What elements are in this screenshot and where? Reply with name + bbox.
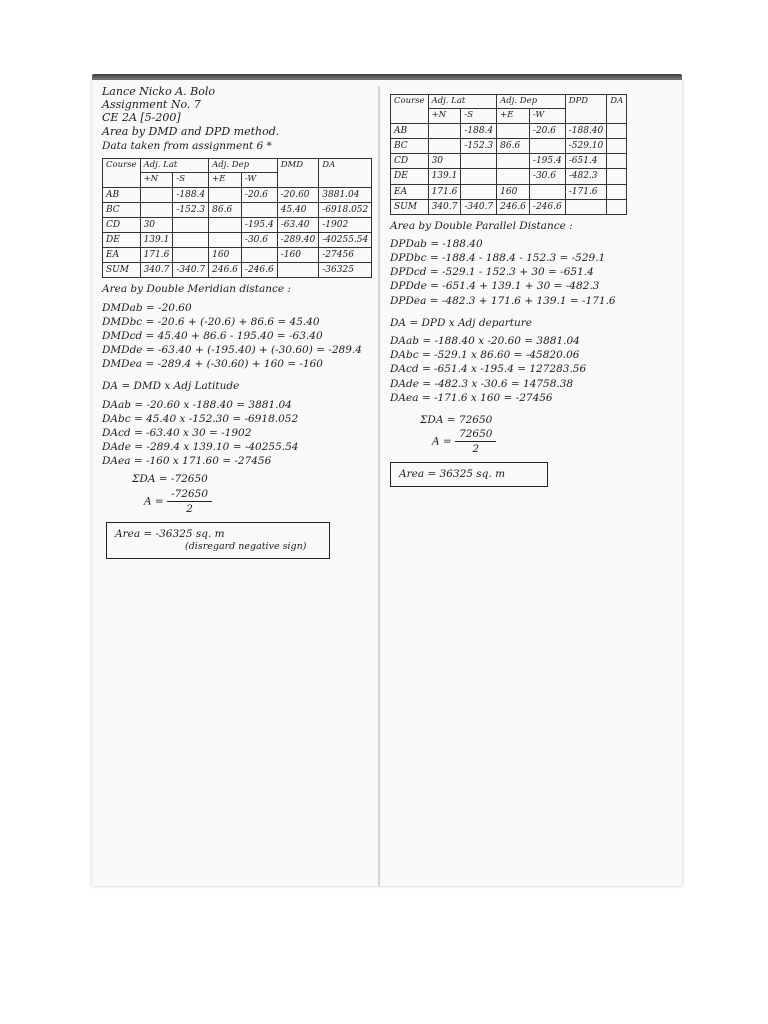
table-head: DPD bbox=[565, 95, 607, 124]
da-formula: DA = DPD x Adj departure bbox=[390, 316, 533, 329]
table-head: Adj. Lat bbox=[140, 158, 209, 172]
table-cell bbox=[607, 154, 627, 169]
table-cell: EA bbox=[103, 248, 141, 263]
table-row bbox=[391, 139, 627, 154]
area-result: Area = 36325 sq. m bbox=[399, 468, 506, 481]
da-formula: DA = DMD x Adj Latitude bbox=[102, 380, 240, 393]
table-head: Adj. Dep bbox=[497, 95, 566, 109]
left-title: Area by DMD and DPD method. bbox=[102, 124, 280, 138]
table-cell: -20.60 bbox=[277, 187, 319, 202]
student-name: Lance Nicko A. Bolo bbox=[102, 85, 215, 98]
table-cell: -289.40 bbox=[277, 232, 319, 247]
da-line: DAde = -482.3 x -30.6 = 14758.38 bbox=[390, 377, 574, 390]
table-cell bbox=[277, 263, 319, 278]
table-cell bbox=[241, 248, 277, 263]
dpd-line: DPDcd = -529.1 - 152.3 + 30 = -651.4 bbox=[390, 266, 594, 279]
table-cell bbox=[173, 232, 209, 247]
table-cell bbox=[529, 139, 565, 154]
dpd-line: DPDab = -188.40 bbox=[390, 237, 483, 250]
table-cell bbox=[461, 184, 497, 199]
area-label: A = bbox=[432, 435, 452, 448]
table-cell: -246.6 bbox=[241, 263, 277, 278]
da-line: DAea = -171.6 x 160 = -27456 bbox=[390, 391, 553, 404]
sum-da: ΣDA = -72650 bbox=[132, 473, 208, 486]
table-cell: -30.6 bbox=[529, 169, 565, 184]
dmd-line: DMDab = -20.60 bbox=[102, 301, 192, 314]
table-cell: CD bbox=[103, 217, 141, 232]
table-cell: -340.7 bbox=[173, 263, 209, 278]
table-subhead: +E bbox=[209, 173, 242, 187]
table-cell: DE bbox=[391, 169, 429, 184]
table-subhead: -W bbox=[241, 173, 277, 187]
course-section: CE 2A [5-200] bbox=[102, 111, 181, 125]
table-cell bbox=[209, 217, 242, 232]
da-line: DAab = -188.40 x -20.60 = 3881.04 bbox=[390, 334, 580, 347]
table-cell bbox=[173, 217, 209, 232]
fraction-numerator: 72650 bbox=[455, 427, 496, 442]
table-row bbox=[391, 199, 627, 214]
table-cell: 171.6 bbox=[140, 248, 173, 263]
table-cell: -1902 bbox=[319, 217, 372, 232]
table-cell: 171.6 bbox=[428, 184, 461, 199]
table-row bbox=[391, 184, 627, 199]
table-row bbox=[103, 202, 372, 217]
table-cell: CD bbox=[391, 154, 429, 169]
table-row bbox=[103, 187, 372, 202]
da-line: DAbc = 45.40 x -152.30 = -6918.052 bbox=[102, 412, 299, 425]
area-fraction bbox=[102, 487, 374, 516]
assignment-number: Assignment No. 7 bbox=[102, 98, 201, 112]
table-cell: 45.40 bbox=[277, 202, 319, 217]
table-cell: AB bbox=[391, 123, 429, 138]
left-column bbox=[102, 85, 374, 559]
table-cell: 340.7 bbox=[428, 199, 461, 214]
table-head: DA bbox=[607, 95, 627, 124]
table-cell: DE bbox=[103, 232, 141, 247]
table-cell: 246.6 bbox=[497, 199, 530, 214]
table-cell: -195.4 bbox=[241, 217, 277, 232]
table-cell: -30.6 bbox=[241, 232, 277, 247]
table-cell: 340.7 bbox=[140, 263, 173, 278]
dmd-line: DMDde = -63.40 + (-195.40) + (-30.60) = -289.4 bbox=[102, 344, 362, 357]
table-cell: -188.40 bbox=[565, 123, 607, 138]
dmd-line: DMDcd = 45.40 + 86.6 - 195.40 = -63.40 bbox=[102, 329, 323, 342]
table-subhead: +E bbox=[497, 109, 530, 123]
table-head: Adj. Dep bbox=[209, 158, 278, 172]
table-cell bbox=[428, 123, 461, 138]
table-cell: AB bbox=[103, 187, 141, 202]
table-cell: -529.10 bbox=[565, 139, 607, 154]
result-box bbox=[106, 522, 330, 559]
table-cell: BC bbox=[103, 202, 141, 217]
dmd-line: DMDea = -289.4 + (-30.60) + 160 = -160 bbox=[102, 358, 323, 371]
table-cell bbox=[173, 248, 209, 263]
result-box bbox=[390, 462, 548, 486]
table-cell: 86.6 bbox=[209, 202, 242, 217]
dmd-table bbox=[102, 158, 372, 279]
table-cell bbox=[497, 169, 530, 184]
table-cell bbox=[461, 169, 497, 184]
table-cell: SUM bbox=[391, 199, 429, 214]
table-subhead: +N bbox=[428, 109, 461, 123]
table-head: DMD bbox=[277, 158, 319, 187]
table-cell: -340.7 bbox=[461, 199, 497, 214]
da-line: DAcd = -63.40 x 30 = -1902 bbox=[102, 426, 252, 439]
dpd-section-title: Area by Double Parallel Distance : bbox=[390, 219, 573, 232]
table-cell: -195.4 bbox=[529, 154, 565, 169]
table-cell bbox=[607, 123, 627, 138]
table-cell: -152.3 bbox=[461, 139, 497, 154]
table-cell: 86.6 bbox=[497, 139, 530, 154]
table-cell: -152.3 bbox=[173, 202, 209, 217]
table-cell: 246.6 bbox=[209, 263, 242, 278]
area-label: A = bbox=[144, 495, 164, 508]
da-line: DAcd = -651.4 x -195.4 = 127283.56 bbox=[390, 363, 587, 376]
table-cell bbox=[565, 199, 607, 214]
table-cell: -40255.54 bbox=[319, 232, 372, 247]
table-cell bbox=[607, 184, 627, 199]
result-note: (disregard negative sign) bbox=[185, 541, 307, 553]
table-cell: 160 bbox=[497, 184, 530, 199]
area-fraction bbox=[390, 427, 672, 456]
table-cell bbox=[497, 154, 530, 169]
table-subhead: -S bbox=[173, 173, 209, 187]
table-row bbox=[391, 154, 627, 169]
table-row bbox=[103, 263, 372, 278]
table-cell bbox=[428, 139, 461, 154]
table-row bbox=[103, 248, 372, 263]
dpd-line: DPDbc = -188.4 - 188.4 - 152.3 = -529.1 bbox=[390, 252, 606, 265]
dpd-line: DPDea = -482.3 + 171.6 + 139.1 = -171.6 bbox=[390, 294, 616, 307]
fraction bbox=[167, 487, 212, 516]
table-cell bbox=[607, 169, 627, 184]
page-fold-line bbox=[378, 86, 380, 886]
table-cell: -188.4 bbox=[461, 123, 497, 138]
table-cell bbox=[607, 139, 627, 154]
table-cell: -171.6 bbox=[565, 184, 607, 199]
table-row bbox=[103, 232, 372, 247]
fraction-denominator: 2 bbox=[472, 443, 480, 456]
table-cell: 139.1 bbox=[428, 169, 461, 184]
left-subtitle: Data taken from assignment 6 * bbox=[102, 140, 272, 153]
table-cell bbox=[241, 202, 277, 217]
table-subhead: +N bbox=[140, 173, 173, 187]
table-head: DA bbox=[319, 158, 372, 187]
table-row bbox=[103, 217, 372, 232]
table-cell: EA bbox=[391, 184, 429, 199]
table-subhead: -W bbox=[529, 109, 565, 123]
table-cell bbox=[607, 199, 627, 214]
table-cell: 30 bbox=[140, 217, 173, 232]
table-cell bbox=[209, 232, 242, 247]
da-line: DAab = -20.60 x -188.40 = 3881.04 bbox=[102, 398, 292, 411]
right-column bbox=[390, 90, 672, 487]
table-head: Course bbox=[391, 95, 429, 124]
table-cell: -20.6 bbox=[529, 123, 565, 138]
dmd-line: DMDbc = -20.6 + (-20.6) + 86.6 = 45.40 bbox=[102, 315, 320, 328]
table-cell: 3881.04 bbox=[319, 187, 372, 202]
dpd-line: DPDde = -651.4 + 139.1 + 30 = -482.3 bbox=[390, 280, 600, 293]
table-cell: -27456 bbox=[319, 248, 372, 263]
table-cell: -246.6 bbox=[529, 199, 565, 214]
da-line: DAea = -160 x 171.60 = -27456 bbox=[102, 455, 272, 468]
table-cell bbox=[529, 184, 565, 199]
fraction-denominator: 2 bbox=[186, 502, 193, 515]
dpd-table bbox=[390, 94, 627, 215]
table-cell: -36325 bbox=[319, 263, 372, 278]
table-cell bbox=[209, 187, 242, 202]
table-cell bbox=[140, 202, 173, 217]
table-cell: -63.40 bbox=[277, 217, 319, 232]
table-cell: -651.4 bbox=[565, 154, 607, 169]
area-result: Area = -36325 sq. m bbox=[115, 527, 225, 540]
table-cell: 160 bbox=[209, 248, 242, 263]
fraction-numerator: -72650 bbox=[167, 487, 212, 502]
table-cell: -160 bbox=[277, 248, 319, 263]
table-cell: 30 bbox=[428, 154, 461, 169]
table-row bbox=[391, 169, 627, 184]
dmd-section-title: Area by Double Meridian distance : bbox=[102, 283, 291, 296]
table-cell: 139.1 bbox=[140, 232, 173, 247]
table-cell: BC bbox=[391, 139, 429, 154]
table-row bbox=[391, 123, 627, 138]
table-cell: SUM bbox=[103, 263, 141, 278]
table-head: Adj. Lat bbox=[428, 95, 497, 109]
table-cell: -188.4 bbox=[173, 187, 209, 202]
table-cell bbox=[140, 187, 173, 202]
table-cell bbox=[497, 123, 530, 138]
table-cell: -6918.052 bbox=[319, 202, 372, 217]
table-cell: -482.3 bbox=[565, 169, 607, 184]
da-line: DAbc = -529.1 x 86.60 = -45820.06 bbox=[390, 349, 580, 362]
table-subhead: -S bbox=[461, 109, 497, 123]
fraction bbox=[455, 427, 496, 456]
table-cell: -20.6 bbox=[241, 187, 277, 202]
table-head: Course bbox=[103, 158, 141, 187]
table-cell bbox=[461, 154, 497, 169]
da-line: DAde = -289.4 x 139.10 = -40255.54 bbox=[102, 441, 299, 454]
sum-da: ΣDA = 72650 bbox=[420, 413, 493, 426]
